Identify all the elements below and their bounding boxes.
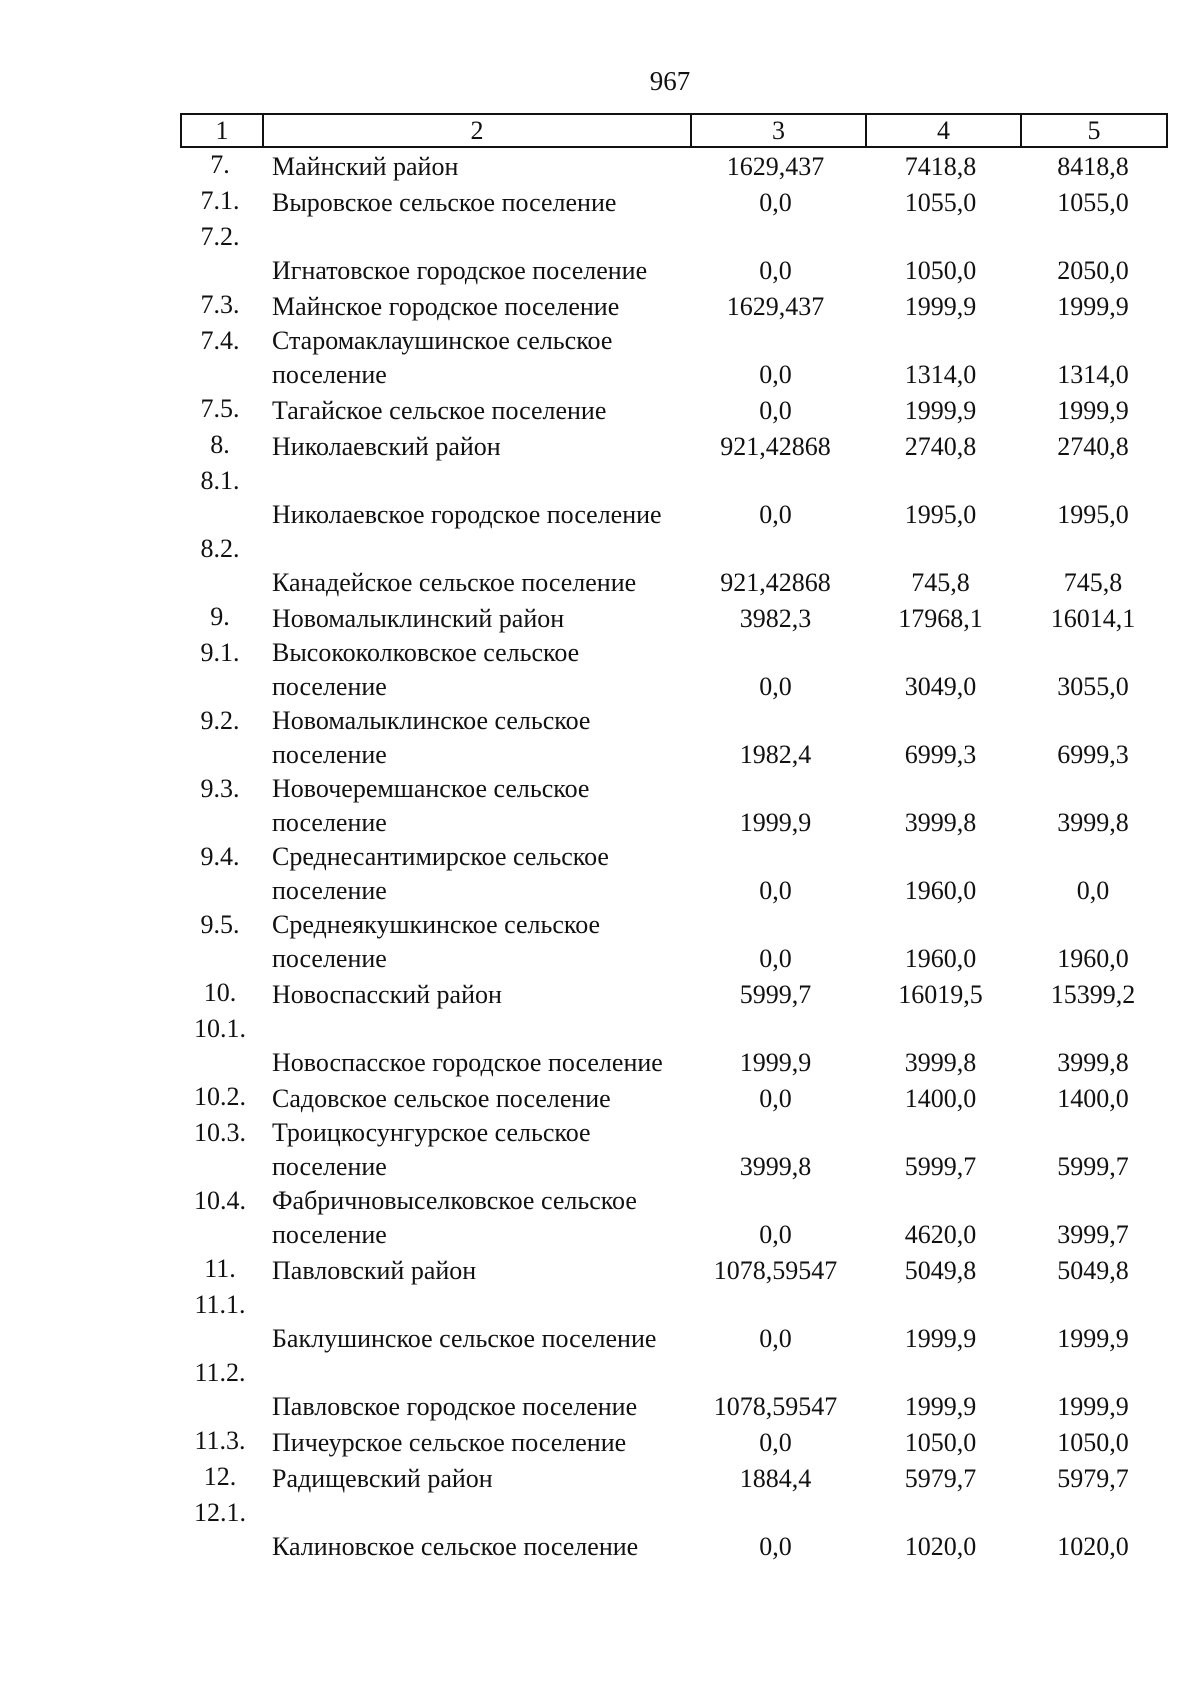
row-value-col5: 3055,0	[1057, 672, 1129, 701]
row-name: Тагайское сельское поселение	[272, 396, 607, 425]
row-value-col4: 1055,0	[904, 188, 977, 217]
row-number: 11.3.	[194, 1426, 246, 1455]
row-name: Пичеурское сельское поселение	[272, 1428, 627, 1457]
row-value-col4: 1999,9	[904, 1392, 977, 1421]
row-number: 10.3.	[194, 1118, 246, 1147]
header-col-4: 4	[865, 115, 1020, 146]
row-value-col4: 1960,0	[904, 944, 977, 973]
row-value-col5: 2740,8	[1057, 432, 1129, 461]
row-number: 11.1.	[194, 1290, 246, 1319]
row-name: Новочеремшанское сельское поселение	[272, 774, 590, 837]
row-name: Высококолковское сельское поселение	[272, 638, 580, 701]
row-name: Новомалыклинское сельское поселение	[272, 706, 591, 769]
row-value-col3: 0,0	[759, 500, 792, 529]
table-row	[180, 1356, 1168, 1424]
row-number: 9.1.	[200, 638, 240, 667]
row-number: 12.	[203, 1462, 237, 1491]
row-number: 7.1.	[200, 186, 240, 215]
page-number: 967	[649, 66, 691, 96]
row-name: Новомалыклинский район	[272, 604, 565, 633]
table-row	[180, 288, 1168, 324]
row-value-col5: 1999,9	[1057, 1392, 1129, 1421]
row-name: Садовское сельское поселение	[272, 1084, 611, 1113]
row-value-col3: 1078,59547	[713, 1392, 838, 1421]
row-value-col4: 1995,0	[904, 500, 977, 529]
row-value-col4: 1050,0	[904, 1428, 977, 1457]
data-table	[180, 113, 1168, 1564]
row-number: 7.2.	[200, 222, 240, 251]
row-value-col3: 0,0	[759, 672, 792, 701]
row-number: 10.	[203, 978, 237, 1007]
table-row	[180, 1116, 1168, 1184]
row-name: Среднесантимирское сельское поселение	[272, 842, 609, 905]
row-number: 10.1.	[194, 1014, 246, 1043]
row-value-col3: 1629,437	[726, 152, 825, 181]
row-name: Калиновское сельское поселение	[272, 1532, 639, 1561]
row-number: 7.4.	[200, 326, 240, 355]
row-number: 9.2.	[200, 706, 240, 735]
row-value-col5: 5979,7	[1057, 1464, 1129, 1493]
row-value-col3: 0,0	[759, 396, 792, 425]
row-name: Майнский район	[272, 152, 459, 181]
row-value-col5: 0,0	[1076, 876, 1110, 905]
row-value-col4: 3049,0	[904, 672, 977, 701]
row-value-col3: 1629,437	[726, 292, 825, 321]
row-value-col4: 7418,8	[904, 152, 977, 181]
row-value-col3: 921,42868	[720, 432, 831, 461]
row-value-col4: 3999,8	[904, 808, 977, 837]
row-value-col3: 921,42868	[720, 568, 831, 597]
header-col-5: 5	[1020, 115, 1166, 146]
row-value-col4: 16019,5	[898, 980, 983, 1009]
row-value-col3: 3999,8	[739, 1152, 812, 1181]
row-value-col5: 1999,9	[1057, 396, 1129, 425]
row-number: 11.	[204, 1254, 236, 1283]
row-value-col5: 745,8	[1063, 568, 1123, 597]
row-number: 7.5.	[200, 394, 240, 423]
header-col-1: 1	[215, 116, 229, 145]
row-number: 8.	[210, 430, 230, 459]
row-value-col4: 5999,7	[904, 1152, 977, 1181]
row-value-col3: 1982,4	[739, 740, 812, 769]
table-row	[180, 636, 1168, 704]
row-value-col5: 2050,0	[1057, 256, 1129, 285]
row-value-col4: 1999,9	[904, 292, 977, 321]
row-value-col5: 1999,9	[1057, 1324, 1129, 1353]
row-name: Баклушинское сельское поселение	[272, 1324, 657, 1353]
row-value-col4: 2740,8	[904, 432, 977, 461]
row-value-col4: 1960,0	[904, 876, 977, 905]
table-row	[180, 840, 1168, 908]
row-value-col3: 5999,7	[739, 980, 812, 1009]
table-row	[180, 392, 1168, 428]
row-name: Николаевский район	[272, 432, 501, 461]
table-row	[180, 184, 1168, 220]
table-row	[180, 600, 1168, 636]
row-value-col3: 0,0	[759, 1084, 792, 1113]
table-row	[180, 220, 1168, 288]
row-name: Фабричновыселковское сельское поселение	[272, 1186, 637, 1249]
row-value-col5: 5999,7	[1057, 1152, 1129, 1181]
row-value-col3: 0,0	[759, 876, 792, 905]
row-value-col4: 5979,7	[904, 1464, 977, 1493]
row-value-col3: 0,0	[759, 944, 792, 973]
table-row	[180, 324, 1168, 392]
row-number: 7.3.	[200, 290, 240, 319]
table-row	[180, 976, 1168, 1012]
table-row	[180, 908, 1168, 976]
row-name: Новоспасский район	[272, 980, 502, 1009]
header-col-2: 2	[262, 115, 690, 146]
row-value-col5: 1314,0	[1057, 360, 1129, 389]
row-value-col4: 1314,0	[904, 360, 977, 389]
row-number: 9.5.	[200, 910, 240, 939]
header-col-3: 3	[690, 115, 865, 146]
table-row	[180, 704, 1168, 772]
table-row	[180, 1012, 1168, 1080]
row-name: Радищевский район	[272, 1464, 493, 1493]
row-value-col5: 1400,0	[1057, 1084, 1129, 1113]
row-value-col4: 5049,8	[904, 1256, 977, 1285]
row-value-col4: 1050,0	[904, 256, 977, 285]
row-value-col5: 3999,8	[1057, 808, 1129, 837]
row-value-col5: 16014,1	[1050, 604, 1136, 633]
table-row	[180, 532, 1168, 600]
row-value-col5: 3999,7	[1057, 1220, 1129, 1249]
row-number: 11.2.	[194, 1358, 246, 1387]
row-value-col4: 17968,1	[898, 604, 983, 633]
row-value-col5: 5049,8	[1057, 1256, 1129, 1285]
row-value-col5: 8418,8	[1057, 152, 1129, 181]
row-value-col5: 1995,0	[1057, 500, 1129, 529]
row-value-col3: 0,0	[759, 1220, 792, 1249]
row-name: Канадейское сельское поселение	[272, 568, 637, 597]
row-value-col4: 4620,0	[904, 1220, 977, 1249]
row-name: Павловский район	[272, 1256, 477, 1285]
row-value-col5: 15399,2	[1050, 980, 1136, 1009]
row-value-col3: 0,0	[759, 188, 792, 217]
row-value-col3: 0,0	[759, 1428, 792, 1457]
row-name: Выровское сельское поселение	[272, 188, 617, 217]
table-row	[180, 772, 1168, 840]
row-value-col4: 1400,0	[904, 1084, 977, 1113]
row-number: 12.1.	[194, 1498, 246, 1527]
row-value-col5: 1020,0	[1057, 1532, 1129, 1561]
row-number: 9.	[210, 602, 230, 631]
row-value-col4: 1999,9	[904, 1324, 977, 1353]
table-row	[180, 1252, 1168, 1288]
row-value-col5: 1055,0	[1057, 188, 1129, 217]
row-name: Троицкосунгурское сельское поселение	[272, 1118, 591, 1181]
row-value-col4: 745,8	[911, 568, 970, 597]
row-number: 9.3.	[200, 774, 240, 803]
row-value-col3: 1884,4	[739, 1464, 812, 1493]
row-value-col5: 6999,3	[1057, 740, 1129, 769]
table-row	[180, 148, 1168, 184]
table-row	[180, 1080, 1168, 1116]
row-value-col5: 3999,8	[1057, 1048, 1129, 1077]
table-row	[180, 1288, 1168, 1356]
table-row	[180, 1460, 1168, 1496]
row-value-col5: 1960,0	[1057, 944, 1129, 973]
row-number: 10.2.	[194, 1082, 246, 1111]
row-value-col3: 0,0	[759, 256, 792, 285]
table-row	[180, 428, 1168, 464]
row-number: 8.2.	[200, 534, 240, 563]
row-number: 10.4.	[194, 1186, 246, 1215]
row-name: Новоспасское городское поселение	[272, 1048, 663, 1077]
table-row	[180, 1496, 1168, 1564]
table-row	[180, 1184, 1168, 1252]
row-value-col3: 3982,3	[739, 604, 812, 633]
row-value-col3: 1999,9	[739, 808, 812, 837]
row-value-col4: 1999,9	[904, 396, 977, 425]
row-value-col5: 1999,9	[1057, 292, 1129, 321]
row-value-col3: 1078,59547	[713, 1256, 838, 1285]
row-value-col3: 0,0	[759, 1532, 792, 1561]
row-value-col3: 1999,9	[739, 1048, 812, 1077]
row-number: 9.4.	[200, 842, 240, 871]
row-value-col3: 0,0	[759, 1324, 792, 1353]
row-value-col3: 0,0	[759, 360, 792, 389]
row-value-col5: 1050,0	[1057, 1428, 1129, 1457]
row-name: Майнское городское поселение	[272, 292, 620, 321]
row-name: Павловское городское поселение	[272, 1392, 638, 1421]
row-name: Старомаклаушинское сельское поселение	[272, 326, 613, 389]
table-row	[180, 1424, 1168, 1460]
table-header	[180, 113, 1168, 148]
row-value-col4: 3999,8	[904, 1048, 977, 1077]
row-name: Среднеякушкинское сельское поселение	[272, 910, 601, 973]
row-number: 8.1.	[200, 466, 240, 495]
table-row	[180, 464, 1168, 532]
row-value-col4: 1020,0	[904, 1532, 977, 1561]
row-number: 7.	[210, 150, 230, 179]
row-name: Игнатовское городское поселение	[272, 256, 648, 285]
row-value-col4: 6999,3	[904, 740, 977, 769]
row-name: Николаевское городское поселение	[272, 500, 662, 529]
